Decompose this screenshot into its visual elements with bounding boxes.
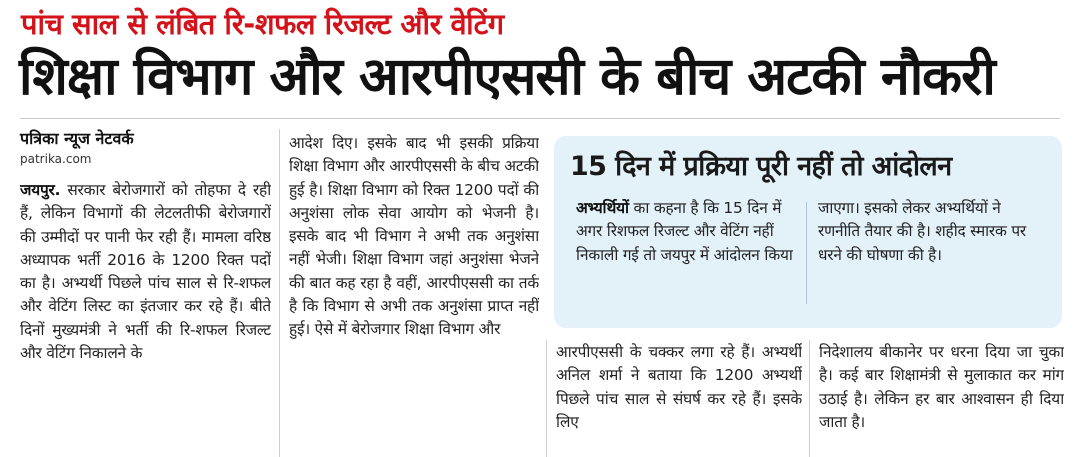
- article-column-3: [556, 341, 802, 457]
- headline-divider: [20, 118, 1060, 119]
- article-column-1: [20, 179, 271, 457]
- article-column-3-text: आरपीएससी के चक्कर लगा रहे हैं। अभ्यर्थी अनिल शर्मा ने बताया कि 1200 अभ्यर्थी पिछले पांच साल से संघर्ष कर रहे हैं। इसके लिए: [556, 343, 802, 431]
- column-divider: [809, 340, 810, 457]
- callout-column-2-text: जाएगा। इसको लेकर अभ्यर्थियों ने रणनीति तैयार की है। शहीद स्मारक पर धरने की घोषणा की है।: [818, 199, 1026, 264]
- byline-site: patrika.com: [20, 152, 92, 166]
- dateline: जयपुर.: [20, 181, 61, 199]
- byline: [20, 129, 270, 167]
- callout-title: 15 दिन में प्रक्रिया पूरी नहीं तो आंदोलन: [570, 151, 952, 182]
- callout-column-1: [576, 197, 798, 267]
- callout-column-1-text: का कहना है कि 15 दिन में अगर रिशफल रिजल्ट और वेटिंग नहीं निकाली गई तो जयपुर में आंदोलन किया: [576, 199, 793, 264]
- article-column-4: [819, 341, 1064, 457]
- article-column-2-text: आदेश दिए। इसके बाद भी इसकी प्रक्रिया शिक्षा विभाग और आरपीएससी के बीच अटकी हुई है। शिक्षा विभाग को रिक्त 1200 पदों की अनुशंसा लोक सेवा आयोग को भेजनी है। इसके बाद भी विभाग ने अभी तक अनुशंसा नहीं भेजी। शिक्षा विभाग जहां अनुशंसा भेजने की बात कह रहा है वहीं, आरपीएससी का तर्क है कि विभाग से अभी तक अनुशंसा प्राप्त नहीं हुई। ऐसे में बेरोजगार शिक्षा विभाग और: [289, 134, 539, 339]
- article-column-2: [289, 132, 539, 457]
- callout-column-2: [818, 197, 1046, 267]
- callout-box: [554, 136, 1062, 328]
- callout-lead: अभ्यर्थियों: [576, 199, 629, 217]
- column-divider: [546, 340, 547, 457]
- kicker-headline: पांच साल से लंबित रि-शफल रिजल्ट और वेटिंग: [21, 7, 504, 41]
- column-divider: [279, 129, 280, 457]
- main-headline: शिक्षा विभाग और आरपीएससी के बीच अटकी नौकरी: [19, 47, 995, 107]
- article-column-1-text: सरकार बेरोजगारों को तोहफा दे रही हैं, लेकिन विभागों की लेटलतीफी बेरोजगारों की उम्मीदों पर पानी फेर रही हैं। मामला वरिष्ठ अध्यापक भर्ती 2016 के 1200 रिक्त पदों का है। अभ्यर्थी पिछले पांच साल से रि-शफल और वेटिंग लिस्ट का इंतजार कर रहे हैं। बीते दिनों मुख्यमंत्री ने भर्ती की रि-शफल रिजल्ट और वेटिंग निकालने के: [20, 181, 271, 363]
- article-column-4-text: निदेशालय बीकानेर पर धरना दिया जा चुका है। कई बार शिक्षामंत्री से मुलाकात कर मांग उठाई है। लेकिन हर बार आश्वासन ही दिया जाता है।: [819, 343, 1064, 431]
- callout-divider: [806, 202, 807, 304]
- byline-agency: पत्रिका न्यूज नेटवर्क: [20, 129, 134, 148]
